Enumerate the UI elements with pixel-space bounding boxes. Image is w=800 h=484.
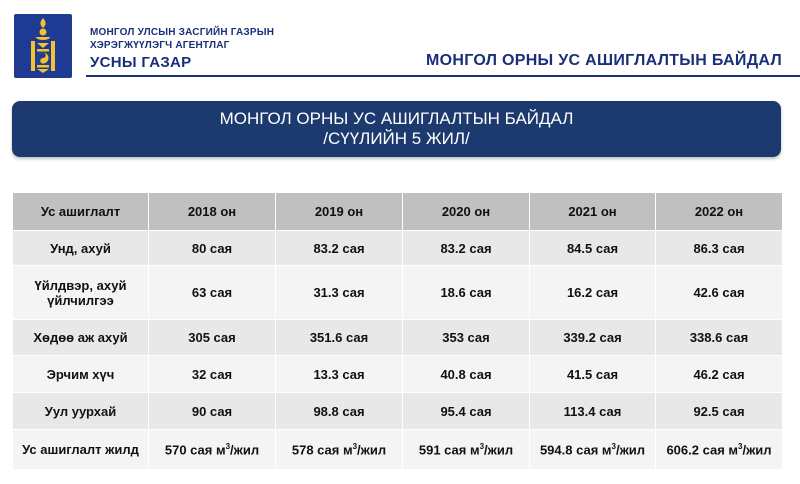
row-label: Хөдөө аж ахуй [13, 320, 149, 356]
column-header: 2021 он [530, 193, 656, 231]
unit-suffix: /жил [484, 442, 514, 458]
water-use-table [12, 192, 783, 470]
unit-suffix: /жил [357, 442, 387, 458]
table-cell: 353 сая [403, 320, 530, 356]
table-cell: 13.3 сая [276, 356, 403, 393]
amount: 570 сая м [164, 442, 226, 458]
table-cell: 338.6 сая [656, 320, 783, 356]
table-cell: 98.8 сая [276, 393, 403, 430]
table-cell: 83.2 сая [276, 231, 403, 266]
unit-exponent: 3 [479, 441, 485, 451]
amount: 591 сая м [418, 442, 480, 458]
table-cell: 80 сая [149, 231, 276, 266]
table-cell: 351.6 сая [276, 320, 403, 356]
table-total-row [13, 430, 783, 470]
agency-name: УСНЫ ГАЗАР [90, 54, 192, 71]
table-cell [530, 430, 656, 470]
table-cell: 41.5 сая [530, 356, 656, 393]
agency-line-1: МОНГОЛ УЛСЫН ЗАСГИЙН ГАЗРЫН [90, 27, 275, 38]
unit-exponent: 3 [352, 441, 358, 451]
table-cell: 63 сая [149, 266, 276, 320]
table-cell [149, 430, 276, 470]
table-cell: 90 сая [149, 393, 276, 430]
column-header: 2020 он [403, 193, 530, 231]
table-row [13, 231, 783, 266]
unit-exponent: 3 [738, 441, 743, 451]
table-cell: 305 сая [149, 320, 276, 356]
table-cell: 86.3 сая [656, 231, 783, 266]
amount: 594.8 сая м [539, 442, 612, 458]
table-cell: 92.5 сая [656, 393, 783, 430]
table-cell: 42.6 сая [656, 266, 783, 320]
table-cell: 18.6 сая [403, 266, 530, 320]
table-row [13, 320, 783, 356]
row-label: Ус ашиглалт жилд [13, 430, 149, 470]
table-cell: 16.2 сая [530, 266, 656, 320]
column-header: 2019 он [276, 193, 403, 231]
amount: 578 сая м [291, 442, 353, 458]
row-label: Унд, ахуй [13, 231, 149, 266]
header-divider [86, 75, 800, 77]
table-row [13, 266, 783, 320]
table-cell: 46.2 сая [656, 356, 783, 393]
table-cell: 339.2 сая [530, 320, 656, 356]
unit-suffix: /жил [615, 442, 646, 458]
table-cell [403, 430, 530, 470]
table-cell: 83.2 сая [403, 231, 530, 266]
table-header-row [13, 193, 783, 231]
soyombo-emblem-icon [14, 14, 72, 78]
header [0, 0, 800, 86]
row-label: Уул уурхай [13, 393, 149, 430]
row-label: Эрчим хүч [13, 356, 149, 393]
amount: 606.2 сая м [666, 442, 739, 458]
page-title: МОНГОЛ ОРНЫ УС АШИГЛАЛТЫН БАЙДАЛ [425, 52, 782, 69]
table-cell: 32 сая [149, 356, 276, 393]
title-banner [12, 101, 781, 157]
agency-block [90, 26, 274, 73]
table-cell [276, 430, 403, 470]
unit-suffix: /жил [742, 442, 772, 458]
agency-line-2: ХЭРЭГЖҮҮЛЭГЧ АГЕНТЛАГ [90, 40, 230, 51]
table-cell: 31.3 сая [276, 266, 403, 320]
column-header: 2022 он [656, 193, 783, 231]
column-header: Ус ашиглалт [13, 193, 149, 231]
table-row [13, 356, 783, 393]
table-cell: 113.4 сая [530, 393, 656, 430]
banner-subtitle: /СҮҮЛИЙН 5 ЖИЛ/ [323, 129, 470, 148]
table-cell [656, 430, 783, 470]
banner-title: МОНГОЛ ОРНЫ УС АШИГЛАЛТЫН БАЙДАЛ [219, 109, 574, 128]
table-cell: 40.8 сая [403, 356, 530, 393]
unit-exponent: 3 [225, 441, 231, 451]
column-header: 2018 он [149, 193, 276, 231]
table-row [13, 393, 783, 430]
table-cell: 84.5 сая [530, 231, 656, 266]
row-label: Үйлдвэр, ахуй үйлчилгээ [13, 266, 149, 320]
unit-exponent: 3 [611, 441, 616, 451]
unit-suffix: /жил [230, 442, 260, 458]
table-cell: 95.4 сая [403, 393, 530, 430]
